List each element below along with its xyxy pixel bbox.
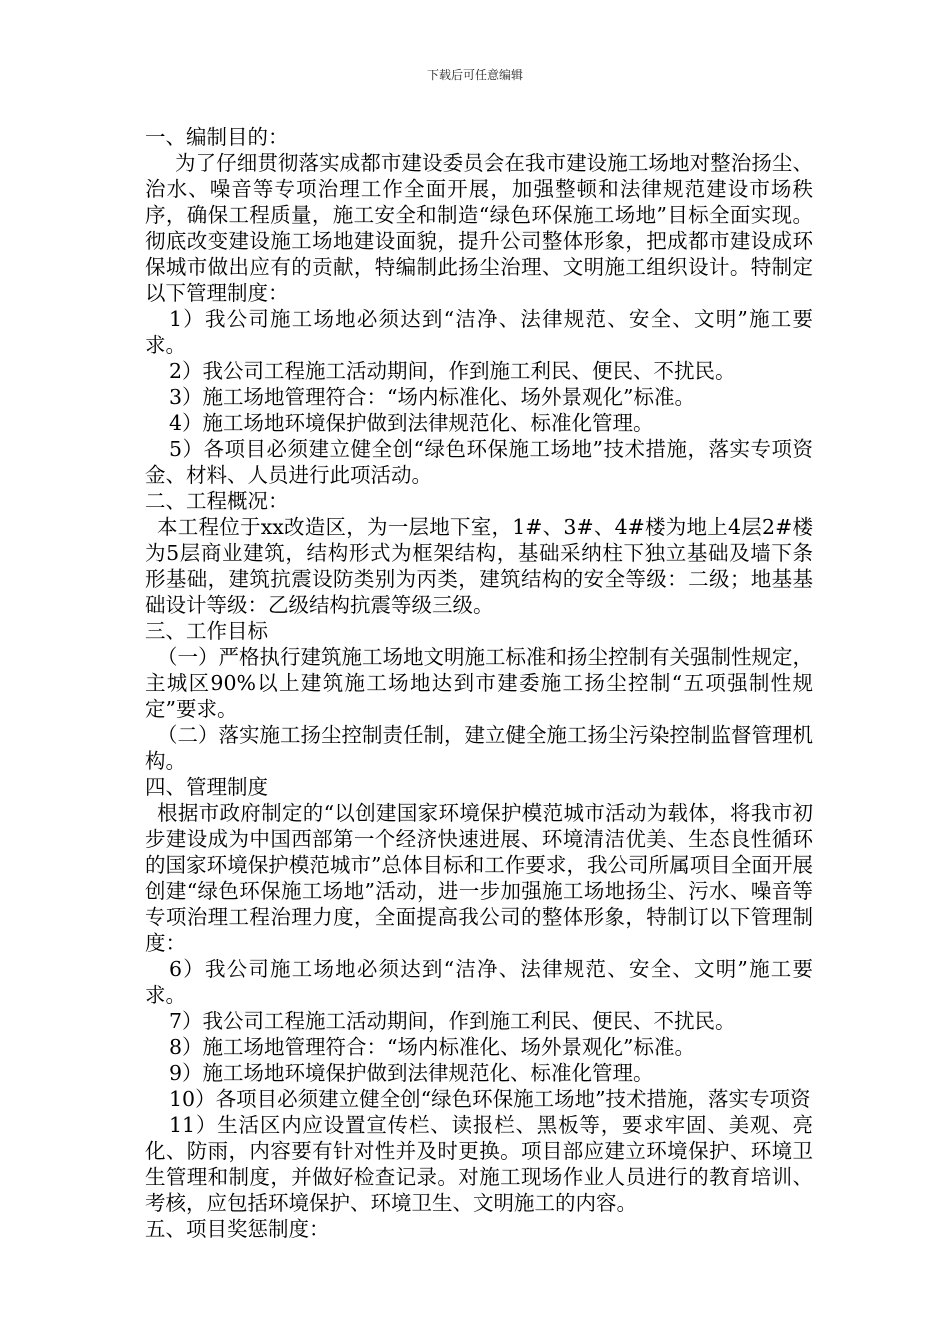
list-item: 7）我公司工程施工活动期间，作到施工利民、便民、不扰民。 <box>169 1009 736 1033</box>
list-item: 9）施工场地环境保护做到法律规范化、标准化管理。 <box>169 1061 654 1085</box>
list-item: 5）各项目必须建立健全创“绿色环保施工场地”技术措施，落实专项资金、材料、人员进行此项活动。 <box>145 437 813 487</box>
section-heading: 二、工程概况： <box>145 489 289 513</box>
section-heading: 三、工作目标 <box>145 619 268 643</box>
list-item: 2）我公司工程施工活动期间，作到施工利民、便民、不扰民。 <box>169 359 736 383</box>
paragraph: 本工程位于xx改造区，为一层地下室，1#、3#、4#楼为地上4层2#楼为5层商业建筑，结构形式为框架结构，基础采纳柱下独立基础及墙下条形基础，建筑抗震设防类别为丙类，建筑结构的安全等级：二级；地基基础设计等级：乙级结构抗震等级三级。 <box>145 515 813 617</box>
list-item: 8）施工场地管理符合：“场内标准化、场外景观化”标准。 <box>169 1035 696 1059</box>
list-item: 1）我公司施工场地必须达到“洁净、法律规范、安全、文明”施工要求。 <box>145 307 813 357</box>
section-heading: 一、编制目的： <box>145 125 289 149</box>
section-heading: 四、管理制度 <box>145 775 268 799</box>
list-item: 6）我公司施工场地必须达到“洁净、法律规范、安全、文明”施工要求。 <box>145 957 813 1007</box>
list-item: 11）生活区内应设置宣传栏、读报栏、黑板等，要求牢固、美观、亮化、防雨，内容要有针对性并及时更换。项目部应建立环境保护、环境卫生管理和制度，并做好检查记录。对施工现场作业人员进行的教育培训、考核，应包括环境保护、环境卫生、文明施工的内容。 <box>145 1113 813 1215</box>
section-heading: 五、项目奖惩制度： <box>145 1217 330 1241</box>
paragraph: （一）严格执行建筑施工场地文明施工标准和扬尘控制有关强制性规定，主城区90%以上建筑施工场地达到市建委施工扬尘控制“五项强制性规定”要求。 <box>145 645 813 721</box>
page-header: 下载后可任意编辑 <box>426 68 523 82</box>
paragraph: （二）落实施工扬尘控制责任制，建立健全施工扬尘污染控制监督管理机构。 <box>145 723 813 773</box>
paragraph: 为了仔细贯彻落实成都市建设委员会在我市建设施工场地对整治扬尘、治水、噪音等专项治理工作全面开展，加强整顿和法律规范建设市场秩序，确保工程质量，施工安全和制造“绿色环保施工场地”目标全面实现。彻底改变建设施工场地建设面貌，提升公司整体形象，把成都市建设成环保城市做出应有的贡献，特编制此扬尘治理、文明施工组织设计。特制定以下管理制度： <box>145 151 813 305</box>
list-item: 10）各项目必须建立健全创“绿色环保施工场地”技术措施，落实专项资 <box>169 1087 811 1111</box>
list-item: 4）施工场地环境保护做到法律规范化、标准化管理。 <box>169 411 654 435</box>
paragraph: 根据市政府制定的“以创建国家环境保护模范城市活动为载体，将我市初步建设成为中国西部第一个经济快速进展、环境清洁优美、生态良性循环的国家环境保护模范城市”总体目标和工作要求，我公司所属项目全面开展创建“绿色环保施工场地”活动，进一步加强施工场地扬尘、污水、噪音等专项治理工程治理力度，全面提高我公司的整体形象，特制订以下管理制度： <box>145 801 813 955</box>
list-item: 3）施工场地管理符合：“场内标准化、场外景观化”标准。 <box>169 385 696 409</box>
document-body <box>145 124 813 1242</box>
